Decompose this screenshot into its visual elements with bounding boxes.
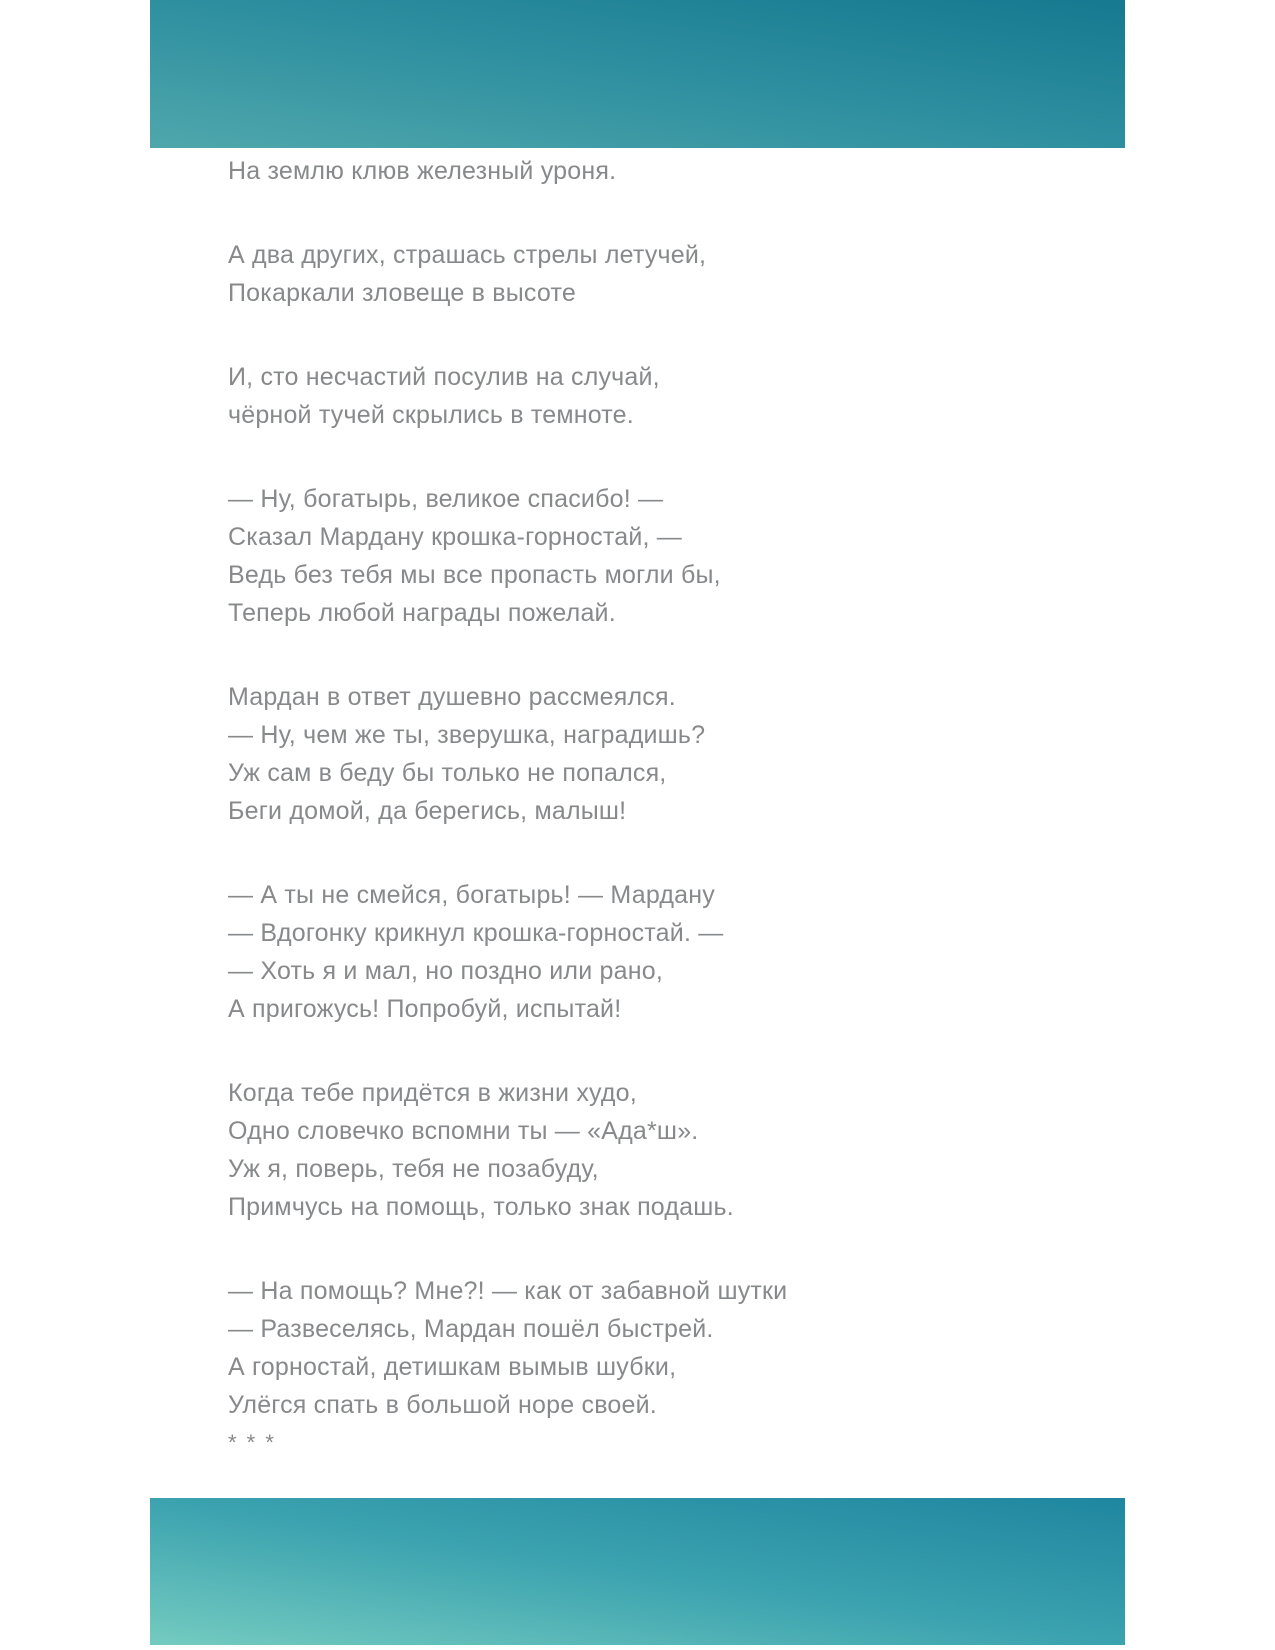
poem-stanza: [228, 152, 1088, 190]
poem-stanzas-container: [228, 152, 1088, 1424]
poem-line: — Ну, богатырь, великое спасибо! —: [228, 485, 664, 513]
poem-line: А пригожусь! Попробуй, испытай!: [228, 995, 622, 1023]
poem-line: — На помощь? Мне?! — как от забавной шутки: [228, 1277, 788, 1305]
header-gradient-band: [150, 0, 1125, 148]
poem-line: Улёгся спать в большой норе своей.: [228, 1391, 657, 1419]
poem-line: Когда тебе придётся в жизни худо,: [228, 1079, 637, 1107]
poem-line: Покаркали зловеще в высоте: [228, 279, 576, 307]
poem-line: — Вдогонку крикнул крошка-горностай. —: [228, 919, 724, 947]
poem-line: Одно словечко вспомни ты — «Ада*ш».: [228, 1117, 699, 1145]
poem-line: И, сто несчастий посулив на случай,: [228, 363, 660, 391]
poem-line: Примчусь на помощь, только знак подашь.: [228, 1193, 734, 1221]
poem-line: А два других, страшась стрелы летучей,: [228, 241, 707, 269]
poem-stanza: [228, 678, 1088, 830]
poem-line: Уж сам в беду бы только не попался,: [228, 759, 667, 787]
poem-line: Ведь без тебя мы все пропасть могли бы,: [228, 561, 721, 589]
poem-line: — Развеселясь, Мардан пошёл быстрей.: [228, 1315, 714, 1343]
poem-stanza: [228, 236, 1088, 312]
poem-stanza: [228, 358, 1088, 434]
poem-line: На землю клюв железный уроня.: [228, 157, 617, 185]
poem-text-block: [228, 152, 1088, 1462]
footer-gradient-band: [150, 1498, 1125, 1645]
poem-line: Сказал Мардану крошка-горностай, —: [228, 523, 682, 551]
poem-line: Мардан в ответ душевно рассмеялся.: [228, 683, 676, 711]
poem-line: А горностай, детишкам вымыв шубки,: [228, 1353, 677, 1381]
poem-stanza: [228, 1272, 1088, 1424]
poem-line: чёрной тучей скрылись в темноте.: [228, 401, 634, 429]
poem-stanza: [228, 876, 1088, 1028]
poem-line: — Ну, чем же ты, зверушка, наградишь?: [228, 721, 706, 749]
poem-line: Теперь любой награды пожелай.: [228, 599, 616, 627]
stanza-separator: * * *: [228, 1430, 276, 1455]
poem-line: Уж я, поверь, тебя не позабуду,: [228, 1155, 599, 1183]
poem-stanza: [228, 480, 1088, 632]
poem-line: — Хоть я и мал, но поздно или рано,: [228, 957, 663, 985]
poem-line: — А ты не смейся, богатырь! — Мардану: [228, 881, 715, 909]
poem-stanza: [228, 1074, 1088, 1226]
poem-line: Беги домой, да берегись, малыш!: [228, 797, 627, 825]
